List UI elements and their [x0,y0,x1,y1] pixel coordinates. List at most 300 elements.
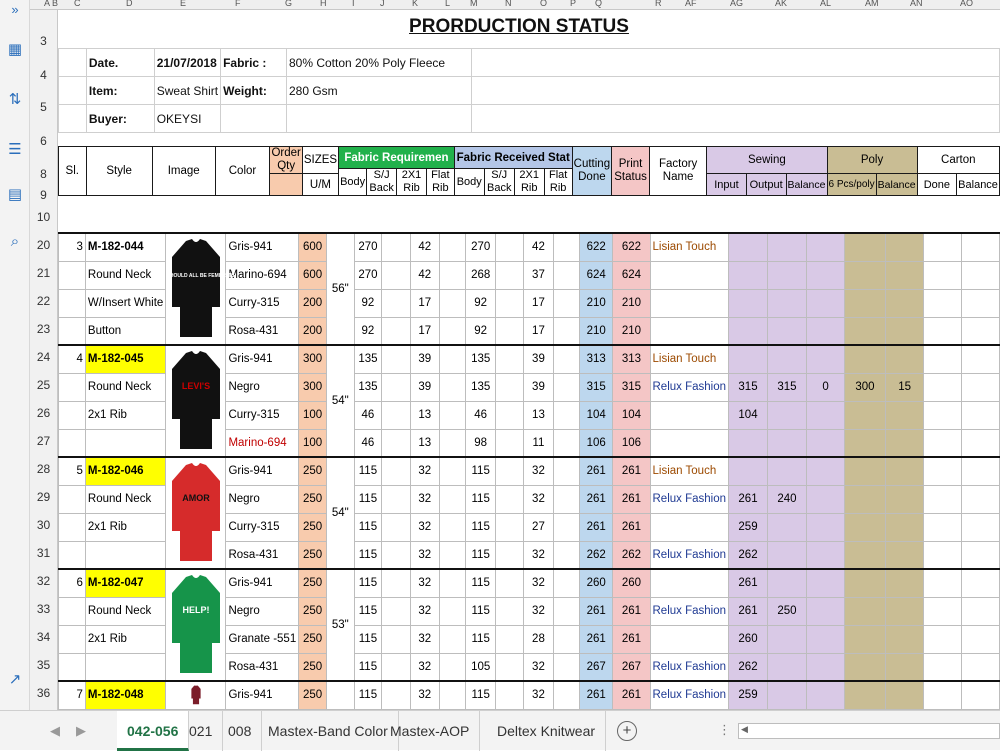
column-header-b[interactable]: B [52,0,59,8]
bal-cell[interactable] [806,569,844,597]
poly-cell[interactable]: 300 [845,373,886,401]
print-cell[interactable]: 267 [613,653,650,681]
color-cell[interactable]: Curry-315 [226,513,299,541]
factory-cell[interactable] [650,289,729,317]
r2-cell[interactable]: 17 [524,289,553,317]
in-cell[interactable] [729,289,768,317]
bal-cell[interactable] [806,261,844,289]
cut-cell[interactable]: 210 [580,317,613,345]
out-cell[interactable] [767,513,806,541]
add-sheet-button[interactable]: + [617,721,637,741]
out-cell[interactable] [767,429,806,457]
ff-cell[interactable] [439,681,466,709]
f2-cell[interactable]: 17 [410,289,439,317]
row-header[interactable]: 24 [36,350,51,364]
f2-cell[interactable]: 39 [410,345,439,373]
column-header-h[interactable]: H [320,0,327,8]
poly-cell[interactable] [845,541,886,569]
pbal-cell[interactable] [885,569,924,597]
color-cell[interactable]: Marino-694 [226,261,299,289]
order-cell[interactable]: 250 [299,653,327,681]
color-header[interactable]: Color [215,147,270,196]
factory-cell[interactable]: Relux Fashion [650,597,729,625]
sl-cell[interactable] [59,625,86,653]
in-cell[interactable] [729,345,768,373]
ff-cell[interactable] [439,317,466,345]
carton-cell[interactable] [962,513,1000,541]
ff-cell[interactable] [439,373,466,401]
cut-cell[interactable]: 624 [580,261,613,289]
print-cell[interactable]: 622 [613,233,650,261]
carton-cell[interactable] [924,289,962,317]
column-header-ak[interactable]: AK [775,0,788,8]
order-cell[interactable]: 250 [299,597,327,625]
bal-cell[interactable] [806,513,844,541]
out-cell[interactable] [767,345,806,373]
carton-cell[interactable] [924,345,962,373]
rb-cell[interactable]: 115 [466,625,496,653]
row-header[interactable]: 22 [36,294,51,308]
fs-cell[interactable] [382,261,410,289]
table-icon[interactable]: ▦ [7,41,23,58]
carton-cell[interactable] [962,317,1000,345]
carton-cell[interactable] [962,233,1000,261]
sl-cell[interactable] [59,373,86,401]
color-cell[interactable]: Negro [226,597,299,625]
rb-cell[interactable]: 98 [466,429,496,457]
ff-cell[interactable] [439,653,466,681]
r2-cell[interactable]: 32 [524,681,553,709]
fs-cell[interactable] [382,513,410,541]
fs-cell[interactable] [382,625,410,653]
column-header-l[interactable]: L [445,0,451,8]
row-header[interactable]: 23 [36,322,51,336]
carton-cell[interactable] [962,625,1000,653]
cut-cell[interactable]: 267 [580,653,613,681]
rf-cell[interactable] [553,653,580,681]
fs-cell[interactable] [382,233,410,261]
factory-cell[interactable]: Lisian Touch [650,345,729,373]
carton-cell[interactable] [924,457,962,485]
in-cell[interactable]: 315 [729,373,768,401]
rb-cell[interactable]: 115 [466,569,496,597]
rf-cell[interactable] [553,457,580,485]
style-cell[interactable]: Round Neck [85,485,165,513]
style-cell[interactable]: 2x1 Rib [85,625,165,653]
r2-cell[interactable]: 37 [524,261,553,289]
out-cell[interactable]: 250 [767,597,806,625]
print-cell[interactable]: 315 [613,373,650,401]
in-cell[interactable]: 262 [729,541,768,569]
cut-cell[interactable]: 261 [580,625,613,653]
carton-header[interactable]: Carton [917,147,999,174]
carton-cell[interactable] [924,681,962,709]
pbal-cell[interactable] [885,681,924,709]
ff-cell[interactable] [439,457,466,485]
print-cell[interactable]: 313 [613,345,650,373]
sheet-tab[interactable]: 008 [218,711,262,751]
order-cell[interactable]: 250 [299,457,327,485]
rf-cell[interactable] [553,373,580,401]
row-header[interactable]: 3 [40,34,47,48]
cut-cell[interactable]: 262 [580,541,613,569]
carton-cell[interactable] [924,485,962,513]
product-image[interactable] [166,345,226,457]
fabric-received-header[interactable]: Fabric Received Stat [454,147,572,169]
fabric-requirement-header[interactable]: Fabric Requiremen [339,147,455,169]
carton-cell[interactable] [962,653,1000,681]
poly-cell[interactable] [845,569,886,597]
cut-cell[interactable]: 261 [580,485,613,513]
sl-cell[interactable]: 4 [59,345,86,373]
r2-cell[interactable]: 32 [524,653,553,681]
column-header-k[interactable]: K [412,0,419,8]
f2-cell[interactable]: 17 [410,317,439,345]
r2-cell[interactable]: 42 [524,233,553,261]
open-external-icon[interactable]: ↗ [8,671,22,688]
style-cell[interactable]: Button [85,317,165,345]
cutting-done-header[interactable]: Cutting Done [572,147,611,196]
sl-cell[interactable] [59,541,86,569]
order-cell[interactable]: 250 [299,541,327,569]
out-cell[interactable] [767,681,806,709]
row-header[interactable]: 32 [36,574,51,588]
order-cell[interactable]: 100 [299,401,327,429]
rb-cell[interactable]: 92 [466,317,496,345]
ff-cell[interactable] [439,289,466,317]
style-header[interactable]: Style [86,147,152,196]
color-cell[interactable]: Gris-941 [226,569,299,597]
poly-cell[interactable] [845,289,886,317]
f2-cell[interactable]: 42 [410,233,439,261]
fb-cell[interactable]: 115 [354,569,382,597]
fs-cell[interactable] [382,289,410,317]
fs-cell[interactable] [382,541,410,569]
out-cell[interactable] [767,317,806,345]
pbal-cell[interactable] [885,653,924,681]
out-cell[interactable] [767,625,806,653]
bal-cell[interactable] [806,485,844,513]
print-cell[interactable]: 262 [613,541,650,569]
in-cell[interactable]: 261 [729,569,768,597]
fb-cell[interactable]: 92 [354,289,382,317]
sheet-tab[interactable]: 042-056 [117,711,189,751]
color-cell[interactable]: Curry-315 [226,401,299,429]
bal-cell[interactable] [806,681,844,709]
f2-cell[interactable]: 42 [410,261,439,289]
fb-cell[interactable]: 115 [354,485,382,513]
column-header-al[interactable]: AL [820,0,832,8]
tab-prev-icon[interactable]: ◀ [50,723,60,738]
sl-cell[interactable] [59,653,86,681]
order-cell[interactable]: 600 [299,261,327,289]
order-cell[interactable]: 100 [299,429,327,457]
factory-cell[interactable]: Relux Fashion [650,373,729,401]
row-header[interactable]: 6 [40,134,47,148]
cut-cell[interactable]: 260 [580,569,613,597]
product-image[interactable] [166,457,226,569]
sl-cell[interactable] [59,317,86,345]
print-status-header[interactable]: Print Status [612,147,650,196]
rs-cell[interactable] [495,429,523,457]
bal-cell[interactable] [806,597,844,625]
poly-cell[interactable] [845,513,886,541]
print-cell[interactable]: 261 [613,457,650,485]
cut-cell[interactable]: 104 [580,401,613,429]
bal-cell[interactable] [806,653,844,681]
carton-cell[interactable] [962,569,1000,597]
out-cell[interactable] [767,289,806,317]
bal-cell[interactable] [806,233,844,261]
fb-cell[interactable]: 115 [354,681,382,709]
carton-cell[interactable] [924,401,962,429]
poly-cell[interactable] [845,625,886,653]
style-cell[interactable]: M-182-045 [85,345,165,373]
cut-cell[interactable]: 313 [580,345,613,373]
rf-cell[interactable] [553,345,580,373]
poly-cell[interactable] [845,597,886,625]
rf-cell[interactable] [553,485,580,513]
print-cell[interactable]: 210 [613,317,650,345]
ff-cell[interactable] [439,261,466,289]
factory-name-header[interactable]: Factory Name [649,147,706,196]
item-value[interactable]: Sweat Shirt [154,77,220,105]
rs-cell[interactable] [495,485,523,513]
r2-cell[interactable]: 32 [524,597,553,625]
in-cell[interactable] [729,429,768,457]
pbal-cell[interactable] [885,513,924,541]
carton-cell[interactable] [962,401,1000,429]
row-header[interactable]: 36 [36,686,51,700]
fs-cell[interactable] [382,681,410,709]
order-cell[interactable]: 250 [299,513,327,541]
rs-cell[interactable] [495,317,523,345]
row-header[interactable]: 5 [40,100,47,114]
r2-cell[interactable]: 32 [524,457,553,485]
r2-cell[interactable]: 17 [524,317,553,345]
row-header[interactable]: 10 [36,210,51,224]
style-cell[interactable]: Round Neck [85,261,165,289]
column-header-j[interactable]: J [380,0,385,8]
row-header[interactable]: 4 [40,68,47,82]
fs-cell[interactable] [382,317,410,345]
rb-cell[interactable]: 270 [466,233,496,261]
order-cell[interactable]: 250 [299,625,327,653]
column-header-i[interactable]: I [352,0,355,8]
rb-cell[interactable]: 115 [466,681,496,709]
column-header-c[interactable]: C [74,0,81,8]
sl-cell[interactable] [59,289,86,317]
row-header[interactable]: 20 [36,238,51,252]
carton-cell[interactable] [924,541,962,569]
carton-cell[interactable] [924,513,962,541]
fb-cell[interactable]: 46 [354,429,382,457]
carton-cell[interactable] [924,597,962,625]
r2-cell[interactable]: 32 [524,485,553,513]
r2-cell[interactable]: 11 [524,429,553,457]
pbal-cell[interactable] [885,345,924,373]
r2-cell[interactable]: 27 [524,513,553,541]
rf-cell[interactable] [553,625,580,653]
pbal-cell[interactable] [885,485,924,513]
rs-cell[interactable] [495,233,523,261]
fs-cell[interactable] [382,597,410,625]
carton-cell[interactable] [924,373,962,401]
ff-cell[interactable] [439,401,466,429]
fb-cell[interactable]: 270 [354,261,382,289]
column-header-r[interactable]: R [655,0,662,8]
factory-cell[interactable]: Relux Fashion [650,681,729,709]
column-header-m[interactable]: M [470,0,478,8]
ff-cell[interactable] [439,429,466,457]
fs-cell[interactable] [382,569,410,597]
fb-cell[interactable]: 115 [354,597,382,625]
carton-cell[interactable] [962,541,1000,569]
find-icon[interactable]: ⌕ [10,233,20,250]
factory-cell[interactable] [650,429,729,457]
column-header-am[interactable]: AM [865,0,879,8]
rf-cell[interactable] [553,289,580,317]
row-header[interactable]: 25 [36,378,51,392]
bal-cell[interactable] [806,429,844,457]
r2-cell[interactable]: 32 [524,569,553,597]
column-header-ao[interactable]: AO [960,0,974,8]
row-header[interactable]: 8 [40,167,47,181]
row-header[interactable]: 21 [36,266,51,280]
sheet-tab[interactable]: 021 [179,711,223,751]
column-header-f[interactable]: F [235,0,241,8]
pbal-cell[interactable] [885,429,924,457]
r2-cell[interactable]: 32 [524,541,553,569]
cut-cell[interactable]: 106 [580,429,613,457]
carton-cell[interactable] [962,457,1000,485]
ff-cell[interactable] [439,513,466,541]
in-cell[interactable]: 259 [729,513,768,541]
f2-cell[interactable]: 32 [410,653,439,681]
in-cell[interactable] [729,233,768,261]
sl-cell[interactable] [59,261,86,289]
r2-cell[interactable]: 39 [524,373,553,401]
bal-cell[interactable] [806,345,844,373]
color-cell[interactable]: Marino-694 [226,429,299,457]
f2-cell[interactable]: 32 [410,597,439,625]
sl-cell[interactable] [59,597,86,625]
rf-cell[interactable] [553,261,580,289]
row-header[interactable]: 26 [36,406,51,420]
cut-cell[interactable]: 261 [580,597,613,625]
poly-cell[interactable] [845,485,886,513]
print-cell[interactable]: 210 [613,289,650,317]
weight-value[interactable]: 280 Gsm [286,77,471,105]
factory-cell[interactable] [650,317,729,345]
size-cell[interactable]: 54" [326,345,354,457]
rf-cell[interactable] [553,317,580,345]
pbal-cell[interactable]: 15 [885,373,924,401]
rs-cell[interactable] [495,625,523,653]
tab-next-icon[interactable]: ▶ [76,723,86,738]
in-cell[interactable]: 261 [729,485,768,513]
sl-cell[interactable]: 5 [59,457,86,485]
sl-cell[interactable] [59,513,86,541]
color-cell[interactable]: Curry-315 [226,289,299,317]
in-cell[interactable]: 261 [729,597,768,625]
rs-cell[interactable] [495,681,523,709]
product-image[interactable] [156,233,235,345]
r2-cell[interactable]: 13 [524,401,553,429]
rs-cell[interactable] [495,261,523,289]
date-value[interactable]: 21/07/2018 [154,49,220,77]
f2-cell[interactable]: 32 [410,513,439,541]
row-header[interactable]: 29 [36,490,51,504]
factory-cell[interactable]: Lisian Touch [650,457,729,485]
carton-cell[interactable] [962,345,1000,373]
color-cell[interactable]: Granate -551 [226,625,299,653]
color-cell[interactable]: Rosa-431 [226,653,299,681]
fabric-value[interactable]: 80% Cotton 20% Poly Fleece [286,49,471,77]
fs-cell[interactable] [382,345,410,373]
expand-chevron-icon[interactable]: » [11,2,19,17]
column-header-o[interactable]: O [540,0,548,8]
order-qty-header[interactable]: Order Qty [271,147,301,172]
ff-cell[interactable] [439,485,466,513]
poly-cell[interactable] [845,429,886,457]
bal-cell[interactable]: 0 [806,373,844,401]
fs-cell[interactable] [382,429,410,457]
out-cell[interactable] [767,457,806,485]
style-cell[interactable]: M-182-044 [85,233,165,261]
style-cell[interactable] [85,541,165,569]
color-cell[interactable]: Gris-941 [226,233,299,261]
fs-cell[interactable] [382,401,410,429]
rs-cell[interactable] [495,653,523,681]
carton-cell[interactable] [924,261,962,289]
ff-cell[interactable] [439,233,466,261]
order-cell[interactable]: 200 [299,289,327,317]
poly-header[interactable]: Poly [827,147,917,174]
style-cell[interactable]: W/Insert White [85,289,165,317]
carton-cell[interactable] [924,653,962,681]
in-cell[interactable]: 260 [729,625,768,653]
fb-cell[interactable]: 115 [354,541,382,569]
rf-cell[interactable] [553,597,580,625]
style-cell[interactable]: Round Neck [85,373,165,401]
ff-cell[interactable] [439,569,466,597]
order-cell[interactable]: 600 [299,233,327,261]
pbal-cell[interactable] [885,261,924,289]
rf-cell[interactable] [553,429,580,457]
pbal-cell[interactable] [885,233,924,261]
row-header[interactable]: 9 [40,188,47,202]
color-cell[interactable]: Negro [226,373,299,401]
rs-cell[interactable] [495,373,523,401]
bal-cell[interactable] [806,457,844,485]
row-header[interactable]: 34 [36,630,51,644]
ff-cell[interactable] [439,541,466,569]
grid-icon[interactable]: ▤ [7,186,23,203]
pbal-cell[interactable] [885,541,924,569]
column-header-an[interactable]: AN [910,0,923,8]
style-cell[interactable]: M-182-048 [85,681,165,709]
out-cell[interactable]: 240 [767,485,806,513]
rs-cell[interactable] [495,401,523,429]
factory-cell[interactable]: Lisian Touch [650,233,729,261]
rb-cell[interactable]: 268 [466,261,496,289]
carton-cell[interactable] [962,485,1000,513]
style-cell[interactable] [85,429,165,457]
carton-cell[interactable] [962,289,1000,317]
fb-cell[interactable]: 92 [354,317,382,345]
rb-cell[interactable]: 115 [466,485,496,513]
